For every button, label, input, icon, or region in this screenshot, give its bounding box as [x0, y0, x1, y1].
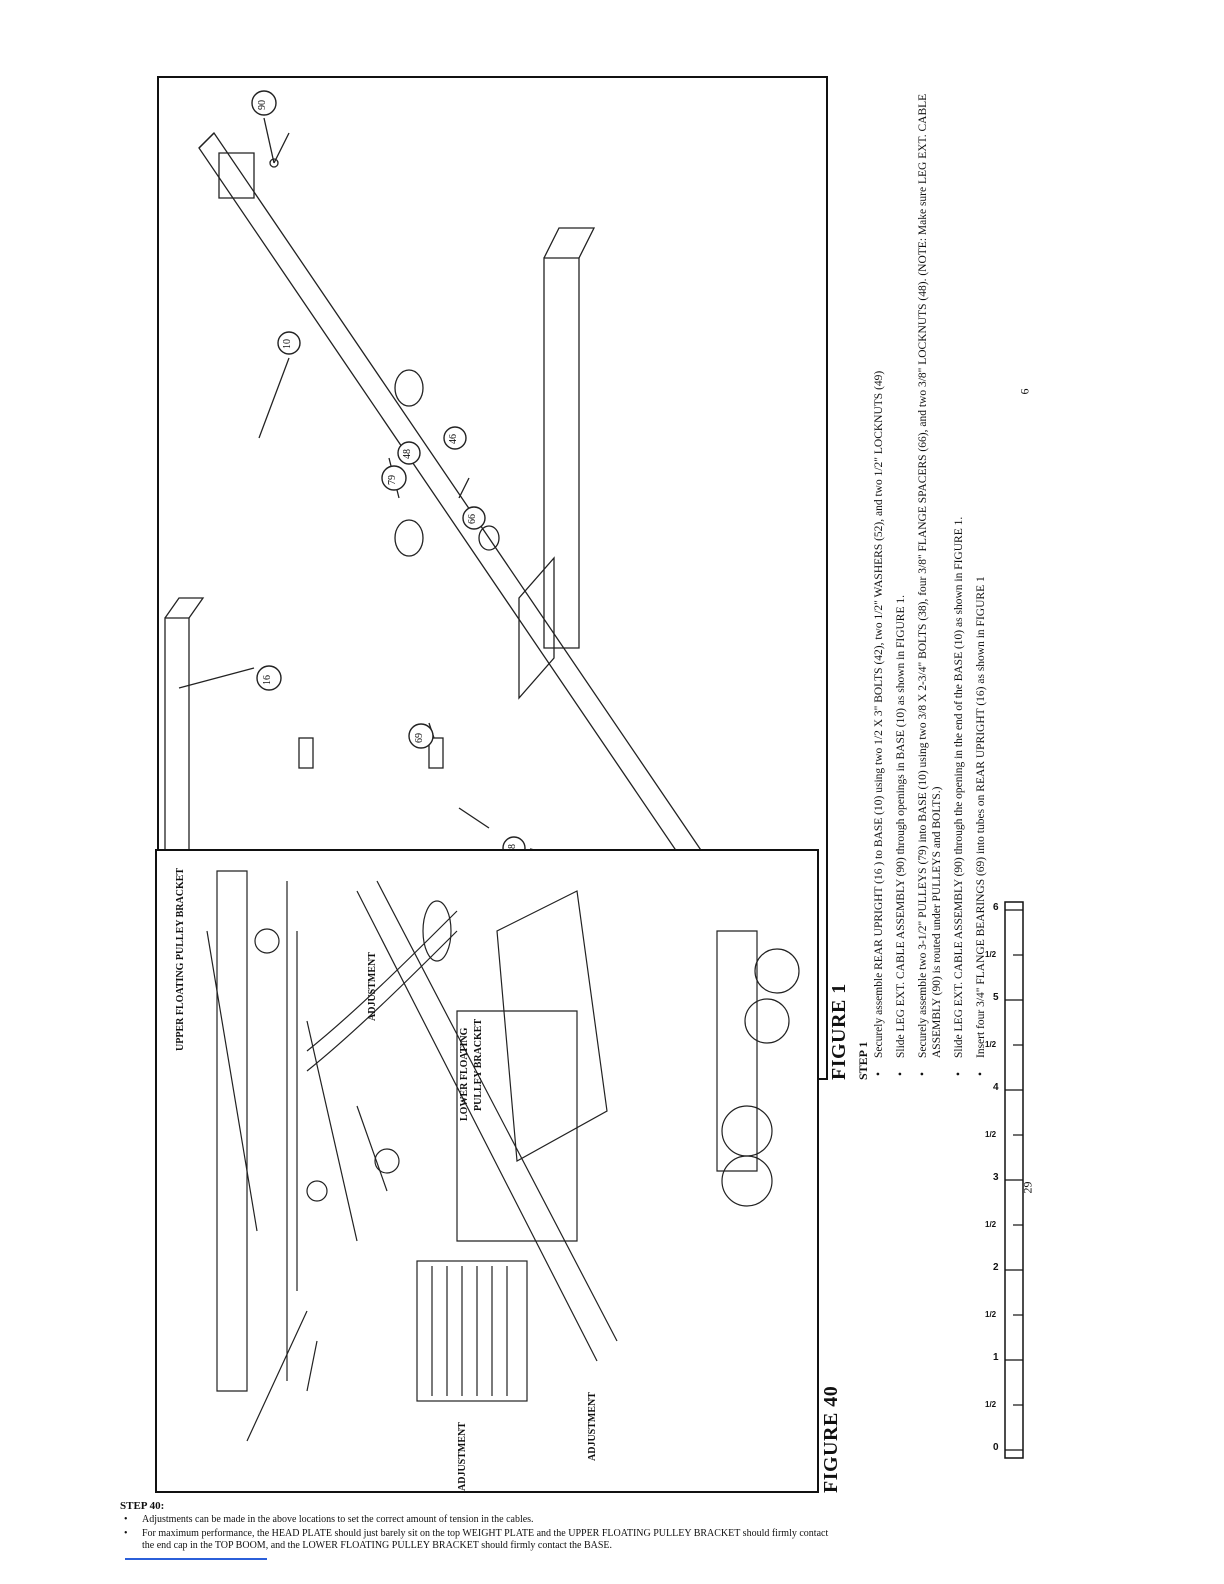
part-79-label: 79 — [387, 475, 398, 485]
step-1-heading: STEP 1 — [856, 1041, 870, 1080]
ruler-half: 1/2 — [985, 950, 997, 959]
figure-1-title: FIGURE 1 — [828, 983, 850, 1080]
ruler-half: 1/2 — [985, 1130, 997, 1139]
bottom-link-underline — [125, 1558, 267, 1560]
ruler-half: 1/2 — [985, 1400, 997, 1409]
part-10-label: 10 — [282, 339, 293, 349]
ruler-mark-6: 6 — [993, 902, 999, 913]
ruler-mark-1: 1 — [993, 1352, 999, 1363]
upper-floating-pulley-bracket-callout: UPPER FLOATING PULLEY BRACKET — [175, 867, 186, 1051]
figure-40-drawing — [157, 851, 817, 1491]
step-1-bullet: • Slide LEG EXT. CABLE ASSEMBLY (90) through the opening in the end of the BASE (10) as shown in FIGURE 1. — [952, 80, 966, 1080]
adjustment-callout: ADJUSTMENT — [367, 952, 378, 1021]
step-40-instructions — [120, 1514, 840, 1554]
adjustment-callout: ADJUSTMENT — [587, 1392, 598, 1461]
figure-40-page — [115, 845, 855, 1495]
step-40-block — [120, 1500, 840, 1560]
part-69-label: 69 — [414, 733, 425, 743]
part-66-label: 66 — [467, 514, 478, 524]
ruler-mark-4: 4 — [993, 1082, 999, 1093]
adjustment-callout: ADJUSTMENT — [457, 1422, 468, 1491]
ruler-half: 1/2 — [985, 1310, 997, 1319]
part-16-label: 16 — [262, 675, 273, 685]
ruler-half: 1/2 — [985, 1040, 997, 1049]
step-1-bullet: • Securely assemble two 3-1/2" PULLEYS (79) into BASE (10) using two 3/8 X 2-3/4" BOLTS (38), four 3/8" FLANGE SPACERS (66), and two 3/8" LOCKNUTS (48). (NOTE: Make sure LEG EXT. CABLE ASSEMBLY (90) is routed under PULLEYS and BOLTS.) — [916, 80, 944, 1080]
page-number-29: 29 — [1020, 1181, 1035, 1194]
part-90-label: 90 — [257, 100, 268, 110]
lower-floating-pulley-bracket-callout: PULLEY BRACKET — [473, 1018, 484, 1111]
part-46-label: 46 — [448, 434, 459, 444]
part-48-label: 48 — [402, 449, 413, 459]
inch-ruler — [985, 900, 1027, 1460]
step-40-bullet: • For maximum performance, the HEAD PLATE should just barely sit on the top WEIGHT PLATE and the UPPER FLOATING PULLEY BRACKET should firmly contact the end cap in the TOP BOOM, and the LOWER FLOATING PULLEY BRACKET should firmly contact the BASE. — [120, 1528, 840, 1552]
page-number-6: 6 — [1017, 388, 1032, 395]
step-1-bullet: • Securely assemble REAR UPRIGHT (16 ) to BASE (10) using two 1/2 X 3" BOLTS (42), two 1/2" WASHERS (52), and two 1/2" LOCKNUTS (49) — [872, 80, 886, 1080]
ruler-half: 1/2 — [985, 1220, 997, 1229]
ruler-mark-0: 0 — [993, 1442, 999, 1453]
step-1-instructions — [872, 80, 996, 1080]
step-40-bullet: • Adjustments can be made in the above locations to set the correct amount of tension in the cables. — [120, 1514, 840, 1526]
ruler-mark-3: 3 — [993, 1172, 999, 1183]
ruler-mark-2: 2 — [993, 1262, 999, 1273]
step-1-bullet: • Slide LEG EXT. CABLE ASSEMBLY (90) through openings in BASE (10) as shown in FIGURE 1. — [894, 80, 908, 1080]
figure-40-title: FIGURE 40 — [820, 1385, 842, 1493]
figure-40-frame — [155, 849, 819, 1493]
ruler-mark-5: 5 — [993, 992, 999, 1003]
ruler-drawing — [985, 900, 1027, 1460]
step-40-heading: STEP 40: — [120, 1500, 165, 1512]
lower-floating-pulley-bracket-callout: LOWER FLOATING — [459, 1027, 470, 1121]
step-1-bullet: • Insert four 3/4" FLANGE BEARINGS (69) into tubes on REAR UPRIGHT (16) as shown in FIGURE 1 — [974, 80, 988, 1080]
